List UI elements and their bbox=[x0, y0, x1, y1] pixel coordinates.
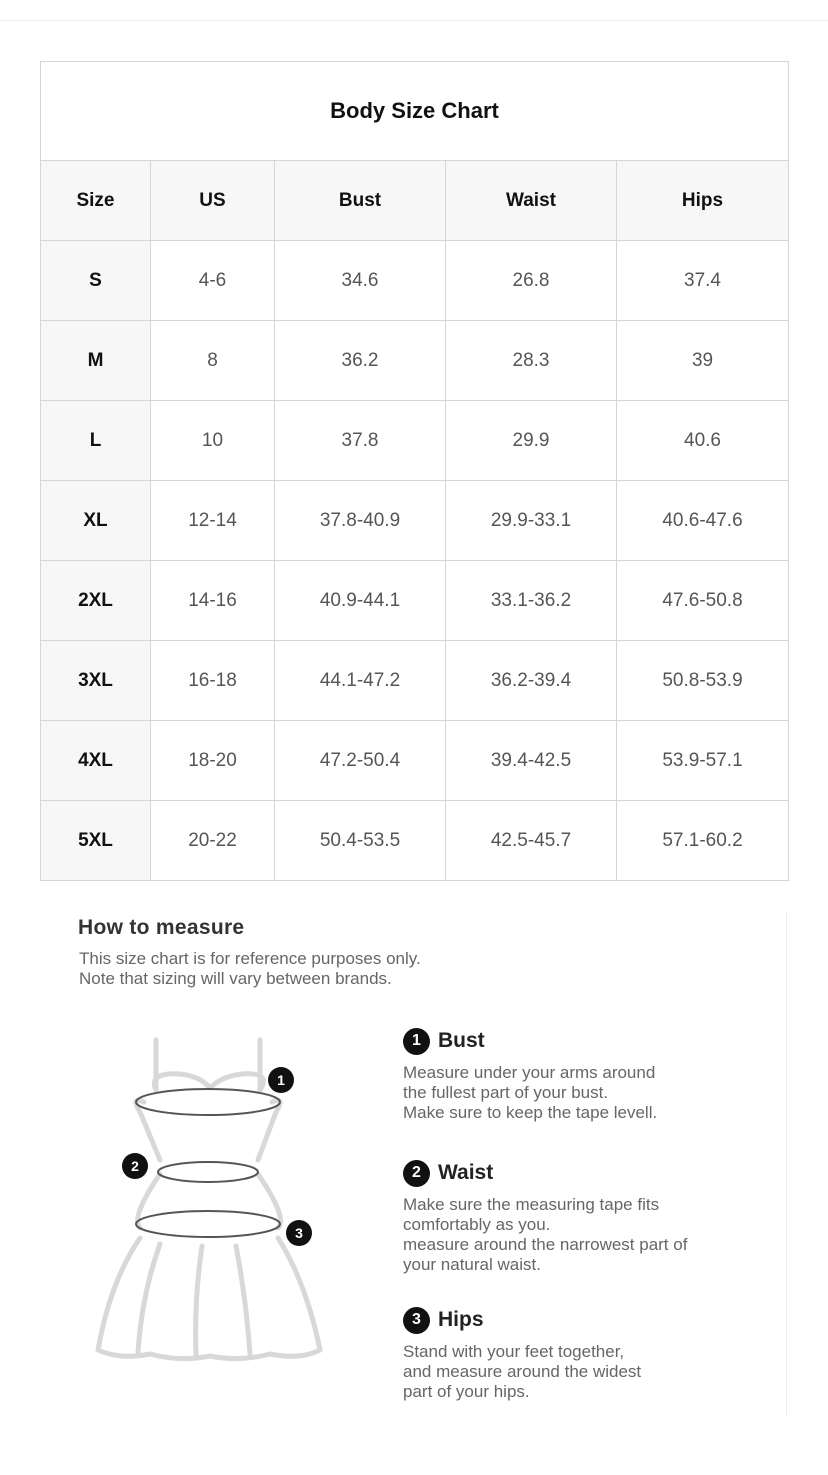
hips-cell: 40.6 bbox=[617, 401, 789, 481]
waist-cell: 26.8 bbox=[446, 241, 617, 321]
table-row bbox=[41, 561, 789, 641]
bust-cell: 36.2 bbox=[275, 321, 446, 401]
top-divider bbox=[0, 20, 828, 21]
description-line: Measure under your arms around bbox=[403, 1063, 656, 1082]
marker-3: 3 bbox=[295, 1225, 303, 1241]
hips-description bbox=[403, 1342, 783, 1402]
table-row bbox=[41, 481, 789, 561]
table-row bbox=[41, 401, 789, 481]
marker-2: 2 bbox=[131, 1158, 139, 1174]
size-cell: 2XL bbox=[41, 561, 151, 641]
us-cell: 14-16 bbox=[151, 561, 275, 641]
step-1-badge: 1 bbox=[403, 1028, 430, 1055]
how-to-measure-title: How to measure bbox=[78, 916, 245, 939]
waist-cell: 29.9-33.1 bbox=[446, 481, 617, 561]
description-line: measure around the narrowest part of bbox=[403, 1235, 688, 1254]
step-3-badge: 3 bbox=[403, 1307, 430, 1334]
waist-cell: 39.4-42.5 bbox=[446, 721, 617, 801]
us-cell: 18-20 bbox=[151, 721, 275, 801]
size-cell: 4XL bbox=[41, 721, 151, 801]
header-us: US bbox=[151, 161, 275, 241]
size-cell: M bbox=[41, 321, 151, 401]
bust-cell: 37.8 bbox=[275, 401, 446, 481]
table-header-row bbox=[41, 161, 789, 241]
hips-heading: Hips bbox=[438, 1308, 484, 1331]
table-row bbox=[41, 641, 789, 721]
description-line: comfortably as you. bbox=[403, 1215, 551, 1234]
table-row bbox=[41, 801, 789, 881]
hips-cell: 53.9-57.1 bbox=[617, 721, 789, 801]
bust-cell: 40.9-44.1 bbox=[275, 561, 446, 641]
waist-cell: 36.2-39.4 bbox=[446, 641, 617, 721]
us-cell: 12-14 bbox=[151, 481, 275, 561]
table-row bbox=[41, 241, 789, 321]
size-cell: S bbox=[41, 241, 151, 321]
table-row bbox=[41, 321, 789, 401]
reference-note bbox=[79, 949, 421, 989]
description-line: Make sure to keep the tape levell. bbox=[403, 1103, 658, 1122]
hips-instruction bbox=[403, 1306, 783, 1402]
bust-heading: Bust bbox=[438, 1029, 485, 1052]
hips-cell: 50.8-53.9 bbox=[617, 641, 789, 721]
size-cell: L bbox=[41, 401, 151, 481]
waist-cell: 42.5-45.7 bbox=[446, 801, 617, 881]
header-size: Size bbox=[41, 161, 151, 241]
description-line: and measure around the widest bbox=[403, 1362, 642, 1381]
header-hips: Hips bbox=[617, 161, 789, 241]
us-cell: 16-18 bbox=[151, 641, 275, 721]
bust-cell: 47.2-50.4 bbox=[275, 721, 446, 801]
hips-cell: 40.6-47.6 bbox=[617, 481, 789, 561]
waist-cell: 28.3 bbox=[446, 321, 617, 401]
table-title: Body Size Chart bbox=[41, 62, 789, 161]
step-2-badge: 2 bbox=[403, 1160, 430, 1187]
bust-cell: 37.8-40.9 bbox=[275, 481, 446, 561]
description-line: part of your hips. bbox=[403, 1382, 530, 1401]
description-line: your natural waist. bbox=[403, 1255, 541, 1274]
note-line: This size chart is for reference purposes only. bbox=[79, 949, 421, 968]
waist-heading: Waist bbox=[438, 1161, 494, 1184]
bust-cell: 44.1-47.2 bbox=[275, 641, 446, 721]
bust-description bbox=[403, 1063, 783, 1123]
description-line: the fullest part of your bust. bbox=[403, 1083, 609, 1102]
marker-1: 1 bbox=[277, 1072, 285, 1088]
waist-description bbox=[403, 1195, 783, 1275]
bust-cell: 34.6 bbox=[275, 241, 446, 321]
hips-cell: 37.4 bbox=[617, 241, 789, 321]
size-table bbox=[40, 61, 789, 881]
us-cell: 4-6 bbox=[151, 241, 275, 321]
us-cell: 10 bbox=[151, 401, 275, 481]
size-cell: 3XL bbox=[41, 641, 151, 721]
size-cell: XL bbox=[41, 481, 151, 561]
section-divider bbox=[786, 912, 787, 1417]
table-row bbox=[41, 721, 789, 801]
description-line: Make sure the measuring tape fits bbox=[403, 1195, 660, 1214]
us-cell: 20-22 bbox=[151, 801, 275, 881]
header-bust: Bust bbox=[275, 161, 446, 241]
hips-cell: 39 bbox=[617, 321, 789, 401]
hips-cell: 57.1-60.2 bbox=[617, 801, 789, 881]
bust-cell: 50.4-53.5 bbox=[275, 801, 446, 881]
how-to-measure-section bbox=[0, 900, 828, 1420]
waist-cell: 33.1-36.2 bbox=[446, 561, 617, 641]
bust-instruction bbox=[403, 1027, 783, 1123]
us-cell: 8 bbox=[151, 321, 275, 401]
note-line: Note that sizing will vary between brands. bbox=[79, 969, 392, 988]
waist-cell: 29.9 bbox=[446, 401, 617, 481]
header-waist: Waist bbox=[446, 161, 617, 241]
hips-cell: 47.6-50.8 bbox=[617, 561, 789, 641]
size-cell: 5XL bbox=[41, 801, 151, 881]
dress-icon bbox=[90, 1032, 330, 1372]
description-line: Stand with your feet together, bbox=[403, 1342, 625, 1361]
waist-instruction bbox=[403, 1159, 783, 1275]
